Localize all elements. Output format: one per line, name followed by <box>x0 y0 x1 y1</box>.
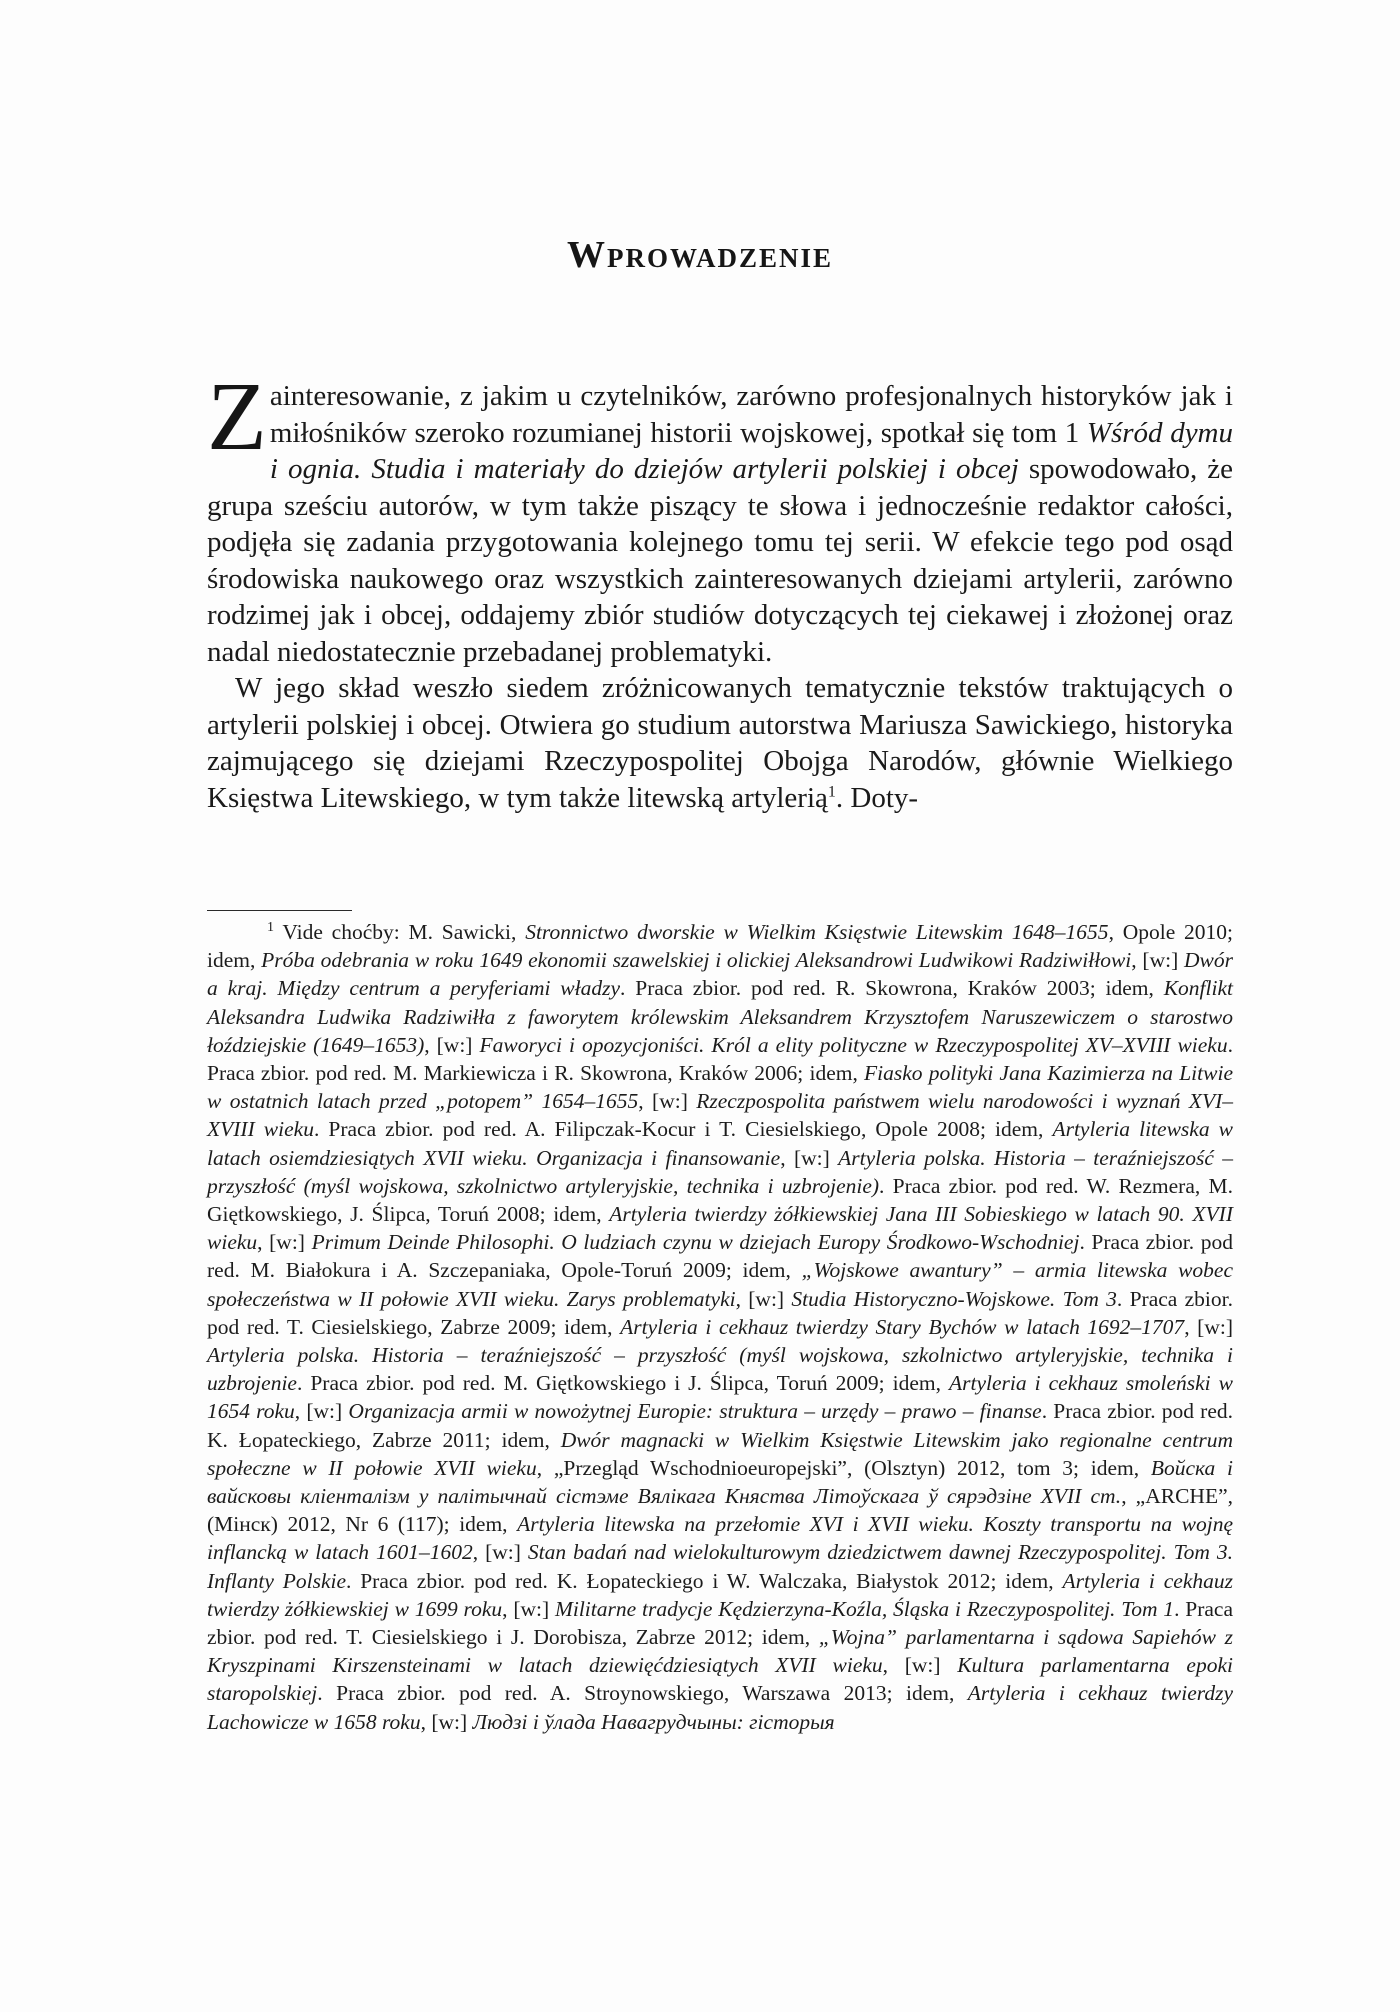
book-title-italic: Wśród dymu i ognia. Studia i materiały do dziejów artylerii polskiej i obcej <box>269 416 1234 485</box>
footnote-number: 1 <box>267 919 274 935</box>
footnote-text: , [w:] <box>780 1145 839 1170</box>
footnote-text: , [w:] <box>735 1286 792 1311</box>
chapter-title: Wprowadzenie <box>566 234 834 277</box>
footnote-italic-title: Войска і вайсковы кліенталізм у палітычнай сістэме Вялікага Княства Літоўскага ў сярэдзіне XVII ст. <box>207 1455 1234 1509</box>
footnote-text: . Praca zbior. pod red. R. Skowrona, Kraków 2003; idem, <box>620 976 1164 1001</box>
footnote-italic-title: „Wojna” parlamentarna i sądowa Sapiehów z Kryszpinami Kirszensteinami w latach dziewięćdziesiątych XVII wieku <box>207 1625 1233 1678</box>
footnote-text: , „ARCHE”, (Мінск) 2012, Nr 6 (117); idem, <box>207 1484 1234 1537</box>
footnote-italic-title: „Wojskowe awantury” – armia litewska wobec społeczeństwa w II połowie XVII wieku. Zarys problematyki <box>207 1258 1233 1311</box>
footnote-reference[interactable]: 1 <box>827 782 836 800</box>
footnote-text: . Praca zbior. pod red. K. Łopateckiego i W. Walczaka, Białystok 2012; idem, <box>346 1568 1063 1593</box>
paragraph-1-text-cont: spowodowało, że grupa sześciu autorów, w tym także piszący te słowa i jednocześnie redaktor całości, podjęła się zadania przygotowania kolejnego tomu tej serii. W efekcie tego pod osąd środowiska naukowego oraz wszystkich zainteresowanych dziejami artylerii, zarówno rodzimej jak i obcej, oddajemy zbiór studiów dotyczących tej ciekawej i złożonej oraz nadal niedostatecznie przebadanej problematyki. <box>207 453 1233 668</box>
drop-cap-letter: Z <box>207 363 267 471</box>
footnote-italic-title: Artyleria polska. Historia – teraźniejszość – przyszłość (myśl wojskowa, szkolnictwo artyleryjskie, technika i uzbrojenie <box>207 1343 1233 1396</box>
footnote-separator <box>207 910 352 911</box>
footnote-italic-title: Artyleria litewska na przełomie XVI i XVII wieku. Koszty transportu na wojnę inflancką w latach 1601–1602 <box>207 1512 1233 1565</box>
footnote-italic-title: Próba odebrania w roku 1649 ekonomii szawelskiej i olickiej Aleksandrowi Ludwikowi Radziwiłłowi <box>261 948 1132 973</box>
footnote-italic-title: Primum Deinde Philosophi. O ludziach czynu w dziejach Europy Środkowo-Wschodniej <box>311 1230 1080 1255</box>
footnote-italic-title: Konflikt Aleksandra Ludwika Radziwiłła z faworytem królewskim Aleksandrem Krzysztofem Naruszewiczem o starostwo łoździejskie (1649–1653) <box>207 976 1233 1057</box>
footnote-text: . Praca zbior. pod red. M. Białokura i A. Szczepaniaka, Opole-Toruń 2009; idem, <box>207 1230 1233 1283</box>
footnote-text: , Opole 2010; idem, <box>207 920 1234 973</box>
footnote-italic-title: Dwór magnacki w Wielkim Księstwie Litewskim jako regionalne centrum społeczne w II połowie XVII wieku <box>207 1427 1233 1480</box>
footnote-italic-title: Artyleria i cekhauz twierdzy Stary Bychów w latach 1692–1707 <box>620 1314 1185 1339</box>
footnote-text: , [w:] <box>294 1399 349 1424</box>
footnote-italic-title: Artyleria polska. Historia – teraźniejszość – przyszłość (myśl wojskowa, szkolnictwo artyleryjskie, technika i uzbrojenie) <box>207 1145 1234 1198</box>
footnote-text: , [w:] <box>424 1032 480 1057</box>
paragraph-2 <box>207 670 1233 816</box>
paragraph-1-text: ainteresowanie, z jakim u czytelników, zarówno profesjonalnych historyków jak i miłośników szeroko rozumianej historii wojskowej, spotkał się tom 1 <box>269 380 1233 449</box>
footnote-text: Vide choćby: M. Sawicki, <box>274 920 526 944</box>
footnote-text: , [w:] <box>420 1709 473 1734</box>
footnote-italic-title: Artyleria i cekhauz twierdzy żółkiewskiej w 1699 roku <box>207 1568 1233 1621</box>
footnote-text: , [w:] <box>502 1596 555 1621</box>
footnote-italic-title: Studia Historyczno-Wojskowe. Tom 3 <box>791 1286 1117 1311</box>
footnote-italic-title: Artyleria i cekhauz smoleński w 1654 roku <box>207 1371 1233 1424</box>
footnote-text: , [w:] <box>472 1540 528 1565</box>
footnote-italic-title: Rzeczpospolita państwem wielu narodowości i wyznań XVI–XVIII wieku <box>207 1089 1233 1142</box>
footnote-text: , [w:] <box>257 1230 312 1255</box>
footnote-text: , [w:] <box>1131 948 1185 973</box>
footnote-italic-title: Artyleria twierdzy żółkiewskiej Jana III Sobieskiego w latach 90. XVII wieku <box>207 1202 1234 1255</box>
paragraph-2-tail: . Doty- <box>835 781 919 814</box>
paragraph-2-text: W jego skład weszło siedem zróżnicowanych tematycznie tekstów traktujących o artylerii polskiej i obcej. Otwiera go studium autorstwa Mariusza Sawickiego, historyka zajmującego się dziejami Rzeczypospolitej Obojga Narodów, głównie Wielkiego Księstwa Litewskiego, w tym także litewską artylerią <box>207 672 1233 814</box>
footnote-italic-title: Militarne tradycje Kędzierzyna-Koźla, Śląska i Rzeczypospolitej. Tom 1 <box>554 1596 1175 1621</box>
footnote-italic-title: Faworyci i opozycjoniści. Król a elity polityczne w Rzeczypospolitej XV–XVIII wieku <box>479 1032 1228 1057</box>
footnote-text: . Praca zbior. pod red. W. Rezmera, M. Giętkowskiego, J. Ślipca, Toruń 2008; idem, <box>207 1173 1233 1227</box>
footnote-italic-title: Artyleria litewska w latach osiemdziesiątych XVII wieku. Organizacja i finansowanie <box>207 1117 1233 1170</box>
footnote-italic-title: Stan badań nad wielokulturowym dziedzictwem dawnej Rzeczypospolitej. Tom 3. Inflanty Polskie <box>207 1540 1233 1593</box>
footnote-text: . Praca zbior. pod red. M. Markiewicza i R. Skowrona, Kraków 2006; idem, <box>207 1032 1233 1086</box>
footnote-italic-title: Dwór a kraj. Między centrum a peryferiami władzy <box>207 948 1233 1001</box>
paragraph-1 <box>207 363 1234 670</box>
footnote-italic-title: Fiasko polityki Jana Kazimierza na Litwie w ostatnich latach przed „potopem” 1654–1655 <box>207 1061 1233 1114</box>
footnote-italic-title: Artyleria i cekhauz twierdzy Lachowicze w 1658 roku <box>207 1681 1233 1734</box>
footnote-text: . Praca zbior. pod red. T. Ciesielskiego i J. Dorobisza, Zabrze 2012; idem, <box>207 1596 1233 1650</box>
footnote-italic-title: Kultura parlamentarna epoki staropolskiej <box>207 1653 1233 1706</box>
footnote-italic-title: Stronnictwo dworskie w Wielkim Księstwie Litewskim 1648–1655 <box>525 920 1109 944</box>
footnote-text: . Praca zbior. pod red. A. Filipczak-Kocur i T. Ciesielskiego, Opole 2008; idem, <box>313 1117 1053 1142</box>
footnote-text: . Praca zbior. pod red. K. Łopateckiego, Zabrze 2011; idem, <box>207 1399 1233 1452</box>
footnote-text: , [w:] <box>1184 1314 1233 1339</box>
footnote-text: . Praca zbior. pod red. M. Giętkowskiego i J. Ślipca, Toruń 2009; idem, <box>296 1371 950 1396</box>
footnote-text: , „Przegląd Wschodnioeuropejski”, (Olsztyn) 2012, tom 3; idem, <box>536 1455 1151 1480</box>
footnote-1 <box>207 918 1233 1736</box>
footnote-italic-title: Людзі і ўлада Навагрудчыны: гісторыя <box>472 1709 835 1734</box>
footnote-text: . Praca zbior. pod red. A. Stroynowskiego, Warszawa 2013; idem, <box>317 1681 968 1706</box>
footnote-text: , [w:] <box>638 1089 697 1114</box>
footnote-text: , [w:] <box>882 1653 958 1678</box>
footnote-text: . Praca zbior. pod red. T. Ciesielskiego, Zabrze 2009; idem, <box>207 1286 1233 1339</box>
main-text <box>207 363 1234 816</box>
footnote-italic-title: Organizacja armii w nowożytnej Europie: struktura – urzędy – prawo – finanse <box>348 1399 1042 1424</box>
